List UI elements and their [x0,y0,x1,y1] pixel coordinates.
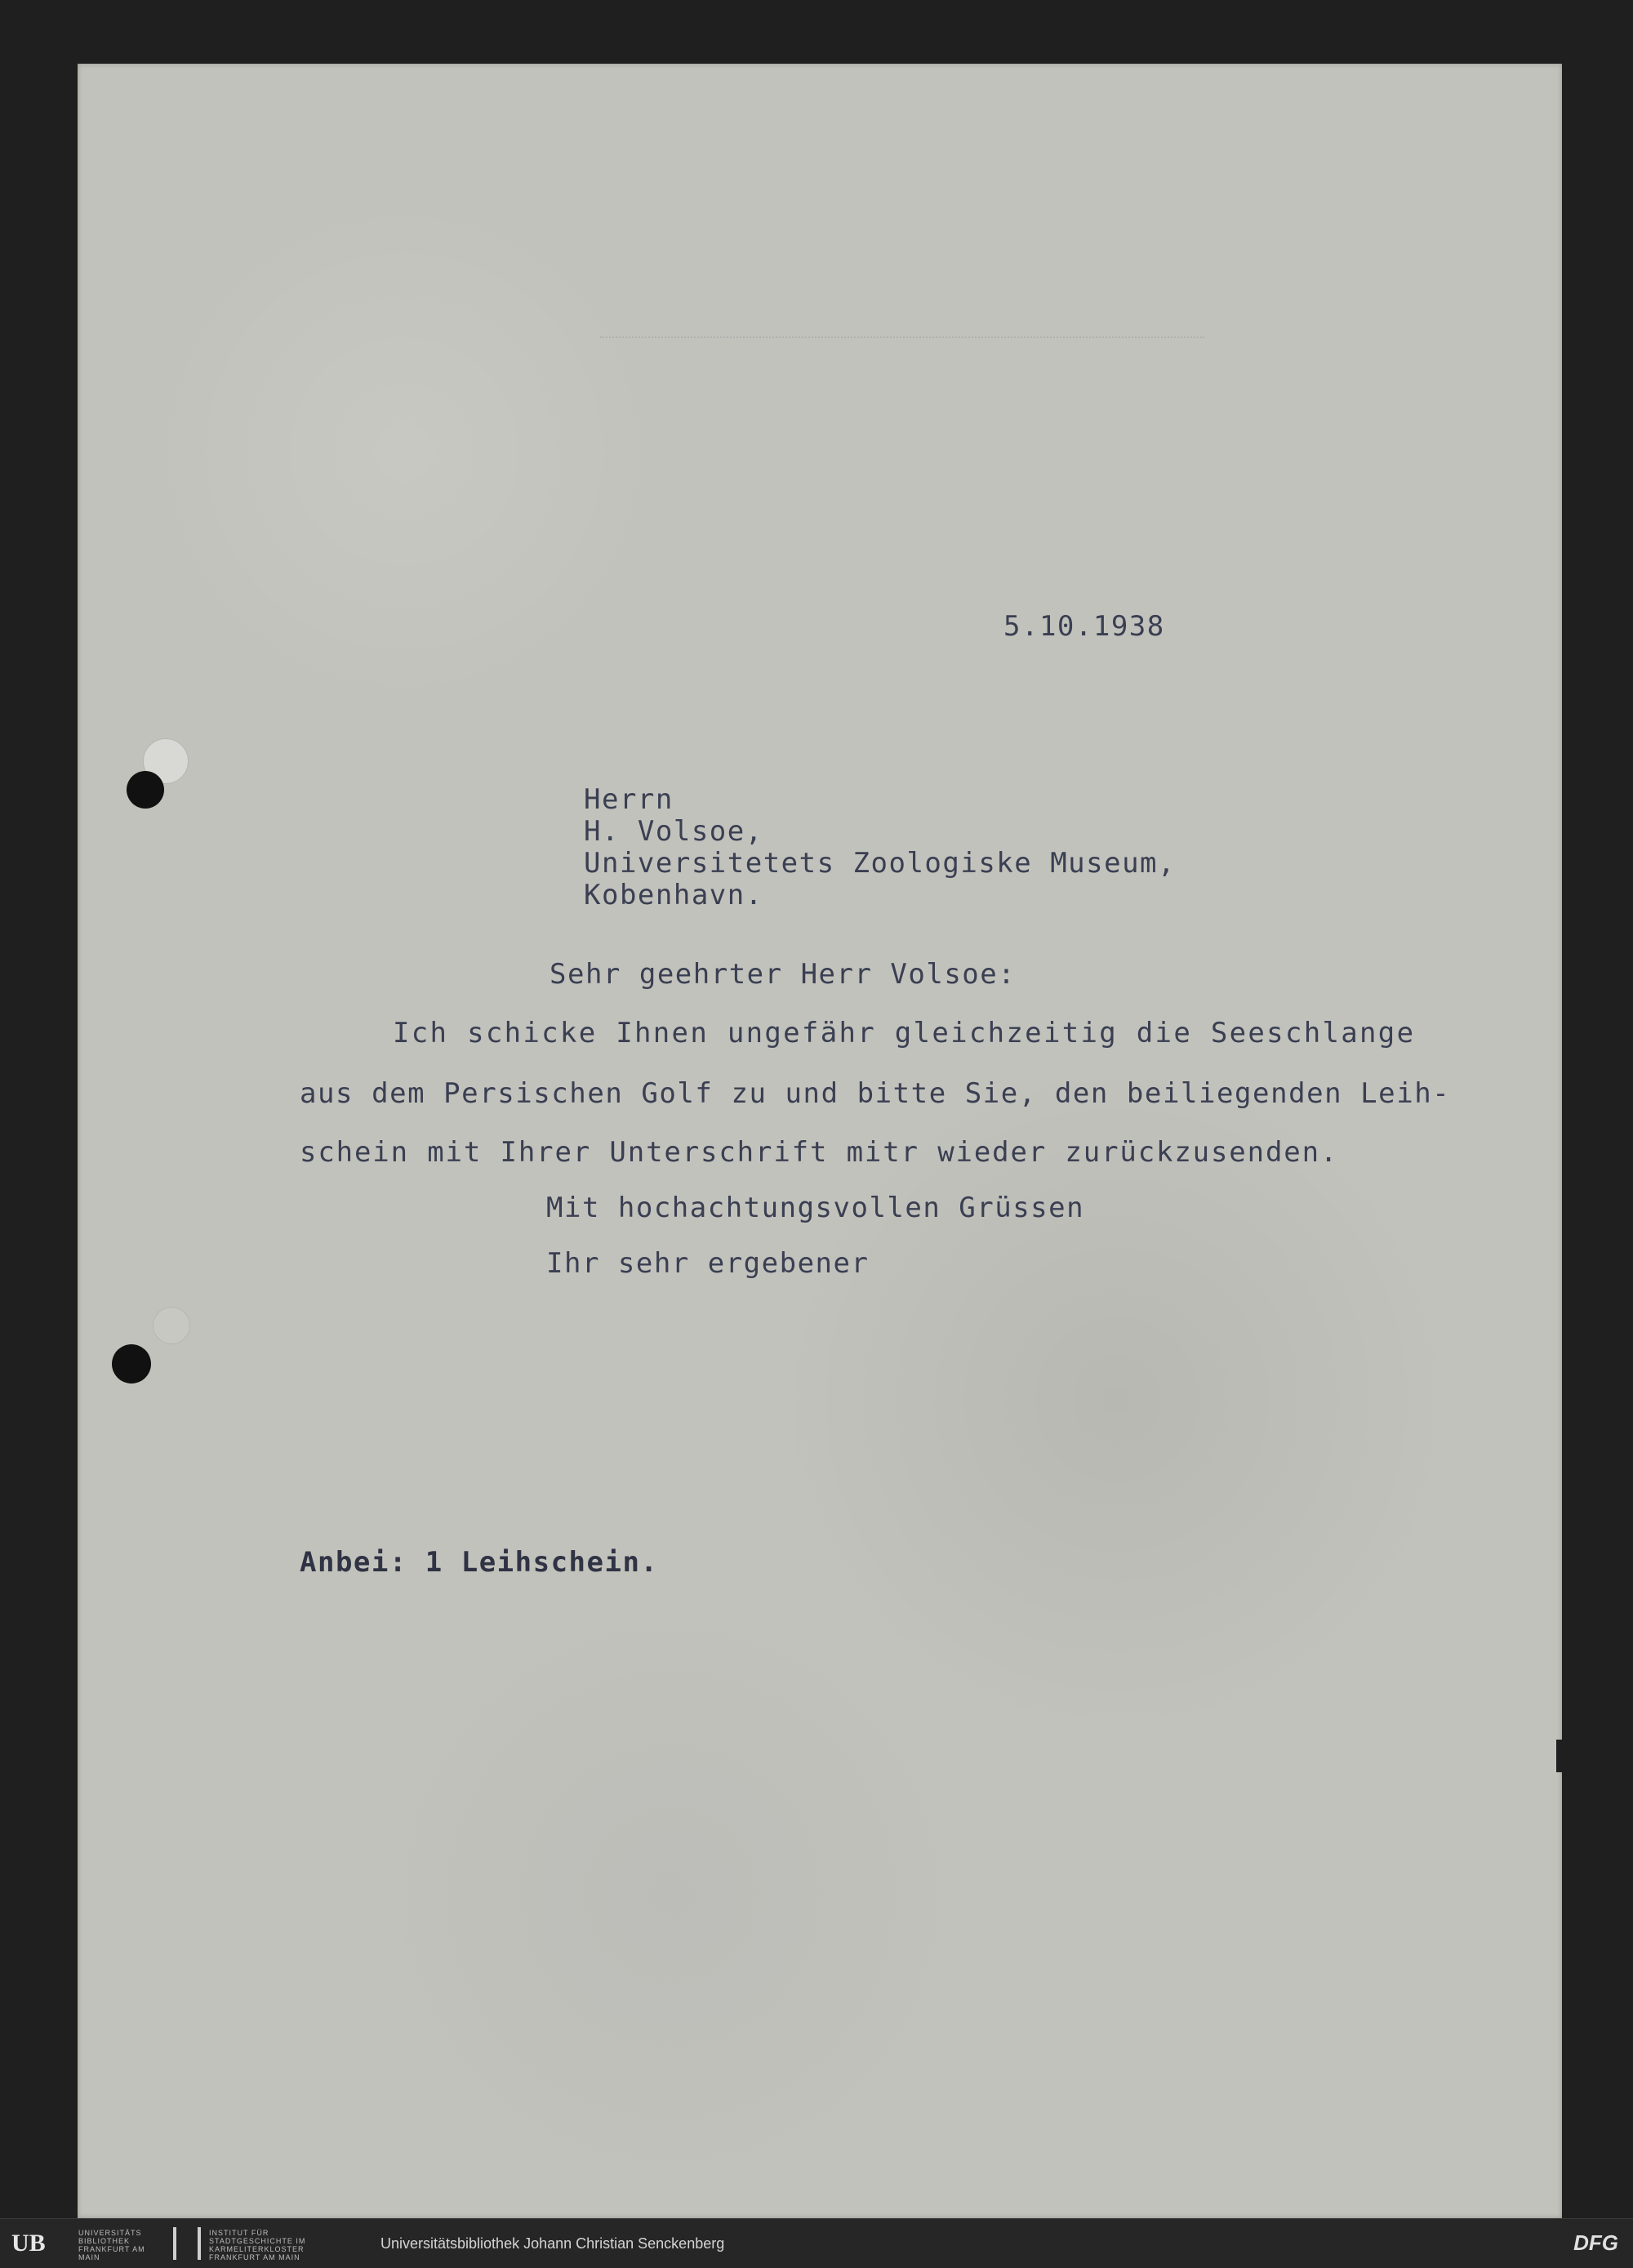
enclosure-note: Anbei: 1 Leihschein. [300,1546,659,1579]
ifs-logo-icon [173,2227,201,2260]
letter-greeting: Sehr geehrter Herr Volsoe: [550,958,1017,991]
archive-footer-bar [0,2218,1633,2268]
library-name: Universitätsbibliothek Johann Christian Senckenberg [380,2235,725,2252]
ifs-logo-caption: INSTITUT FÜR STADTGESCHICHTE IM KARMELITERKLOSTER FRANKFURT AM MAIN [209,2229,306,2261]
punch-hole [112,1344,151,1384]
ub-logo-caption: UNIVERSITÄTS BIBLIOTHEK FRANKFURT AM MAIN [78,2229,145,2261]
letter-sheet [78,64,1562,2218]
paper-edge-tear [1556,1740,1564,1772]
recipient-name: H. Volsoe, [584,815,763,848]
letter-closing: Mit hochachtungsvollen Grüssen [546,1192,1085,1224]
dfg-logo: DFG [1573,2230,1618,2255]
body-line-3: schein mit Ihrer Unterschrift mitr wieder zurückzusenden. [300,1136,1339,1169]
ub-logo: UB [11,2230,46,2257]
letter-date: 5.10.1938 [1003,610,1165,643]
recipient-salutation: Herrn [584,783,674,816]
recipient-city: Kobenhavn. [584,879,763,911]
punch-hole [127,771,164,809]
punch-hole-reinforcement [153,1307,190,1344]
body-line-2: aus dem Persischen Golf zu und bitte Sie, den beiliegenden Leih- [300,1077,1451,1110]
faint-show-through-line [600,336,1204,338]
letter-signoff: Ihr sehr ergebener [546,1247,870,1280]
recipient-institution: Universitetets Zoologiske Museum, [584,847,1177,880]
body-line-1: Ich schicke Ihnen ungefähr gleichzeitig die Seeschlange [393,1017,1416,1049]
